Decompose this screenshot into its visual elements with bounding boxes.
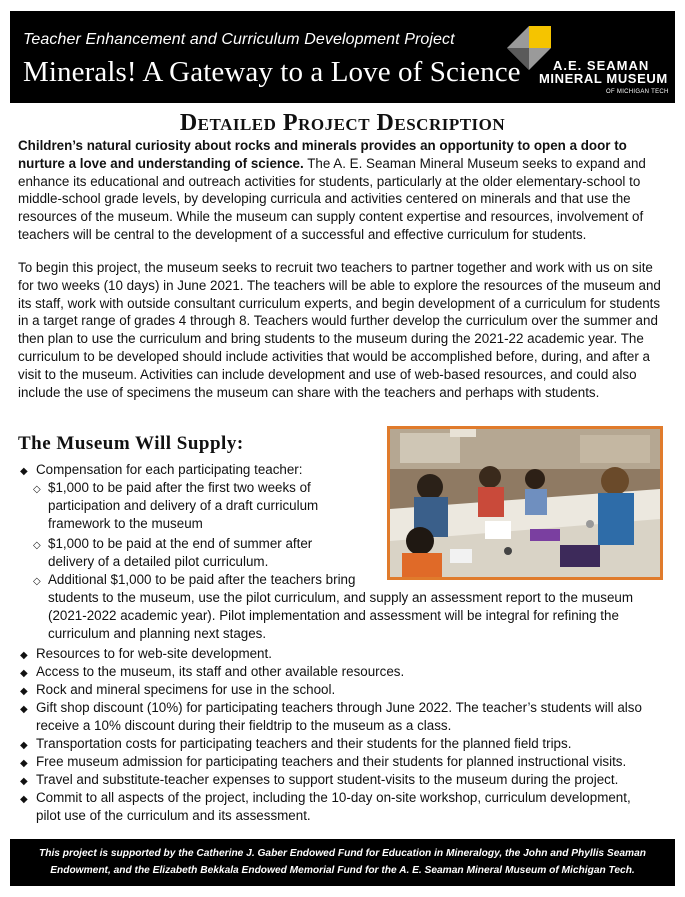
sub-item-line: (2021-2022 academic year). Pilot implementation and assessment will be integral for refining the [48,608,619,623]
list-item: Free museum admission for participating teachers and their students for planned instructional visits. [36,754,627,769]
diamond-bullet-icon: ◆ [20,650,28,661]
sub-item-line: $1,000 to be paid at the end of summer after [48,536,313,551]
sub-item-line: students to the museum, use the pilot curriculum, and supply an assessment report to the museum [48,590,634,605]
supply-heading: The Museum Will Supply: [18,433,244,454]
footer-line-2: Endowment, and the Elizabeth Bekkala Endowed Memorial Fund for the A. E. Seaman Mineral Museum of Michigan Tech. [50,865,635,876]
intro-body: The A. E. Seaman Mineral Museum seeks to expand and enhance its educational and outreach activities for students, particularly at the older elementary-school to middle-school grade levels, by developing curricula and activities centered on minerals and that use the resources of the museum. While the museum can supply content expertise and resources, involvement of teachers will be central to the development of a successful and effective curriculum for students. [18,155,646,242]
diamond-bullet-icon: ◆ [20,466,28,477]
diamond-bullet-icon: ◆ [20,776,28,787]
list-item: Transportation costs for participating teachers and their students for the planned field trips. [36,736,572,751]
museum-logo-icon [507,26,553,72]
diamond-bullet-icon: ◆ [20,758,28,769]
diamond-outline-bullet-icon: ◇ [33,484,41,495]
footer-line-1: This project is supported by the Catherine J. Gaber Endowed Fund for Education in Mineralogy, the John and Phyllis Seaman [39,848,646,859]
list-item: Commit to all aspects of the project, including the 10-day on-site workshop, curriculum development, [36,790,631,805]
logo-line-3: OF MICHIGAN TECH [606,89,669,95]
classroom-photo [387,426,663,580]
intro-bold-lead: Children’s natural curiosity about rocks and minerals provides an opportunity to open a door to nurture a love and understanding of science. [18,138,627,171]
sub-item-line: framework to the museum [48,516,203,531]
list-item: Compensation for each participating teacher: [36,462,303,477]
list-item: Access to the museum, its staff and other available resources. [36,664,405,679]
diamond-bullet-icon: ◆ [20,668,28,679]
diamond-outline-bullet-icon: ◇ [33,576,41,587]
diamond-outline-bullet-icon: ◇ [33,540,41,551]
diamond-bullet-icon: ◆ [20,704,28,715]
logo-line-1: A.E. SEAMAN [553,58,650,73]
funding-footer [10,839,675,886]
list-item: Travel and substitute-teacher expenses to support student-visits to the museum during the project. [36,772,619,787]
list-item-continuation: receive a 10% discount during their fieldtrip to the museum as a class. [36,718,452,733]
sub-item-line: delivery of a detailed pilot curriculum. [48,554,269,569]
header-banner [10,11,675,103]
page-title: Detailed Project Description [179,110,506,136]
diamond-bullet-icon: ◆ [20,686,28,697]
diamond-bullet-icon: ◆ [20,794,28,805]
project-title: Minerals! A Gateway to a Love of Science [23,56,521,88]
project-paragraph: To begin this project, the museum seeks to recruit two teachers to partner together and work with us on site for two weeks (10 days) in June 2021. The teachers will be able to explore the resources of the museum and its staff, work with outside consultant curriculum experts, and begin development of a curriculum for students in a target range of grades 4 through 8. Teachers would further develop the curriculum over the summer and then plan to use the curriculum and bring students to the museum during the 2021-22 academic year. The curriculum to be developed should include activities that would be accomplished before, during, and after a visit to the museum. Activities can include development and use of web-based resources, and could also include the use of specimens the museum can share with the teachers and perhaps with students. [18,260,661,400]
sub-item-line: $1,000 to be paid after the first two weeks of [48,480,311,495]
list-item: Resources to for web-site development. [36,646,272,661]
list-item-continuation: pilot use of the curriculum and its assessment. [36,808,311,823]
sub-item-line: curriculum and planning next stages. [48,626,267,641]
list-item: Rock and mineral specimens for use in the school. [36,682,336,697]
sub-item-line: Additional $1,000 to be paid after the teachers bring [48,572,356,587]
sub-item-line: participation and delivery of a draft curriculum [48,498,319,513]
intro-paragraph [18,137,664,244]
project-subtitle: Teacher Enhancement and Curriculum Development Project [23,31,455,48]
logo-line-2: MINERAL MUSEUM [539,71,668,86]
list-item: Gift shop discount (10%) for participating teachers through June 2022. The teacher’s students will also [36,700,642,715]
diamond-bullet-icon: ◆ [20,740,28,751]
